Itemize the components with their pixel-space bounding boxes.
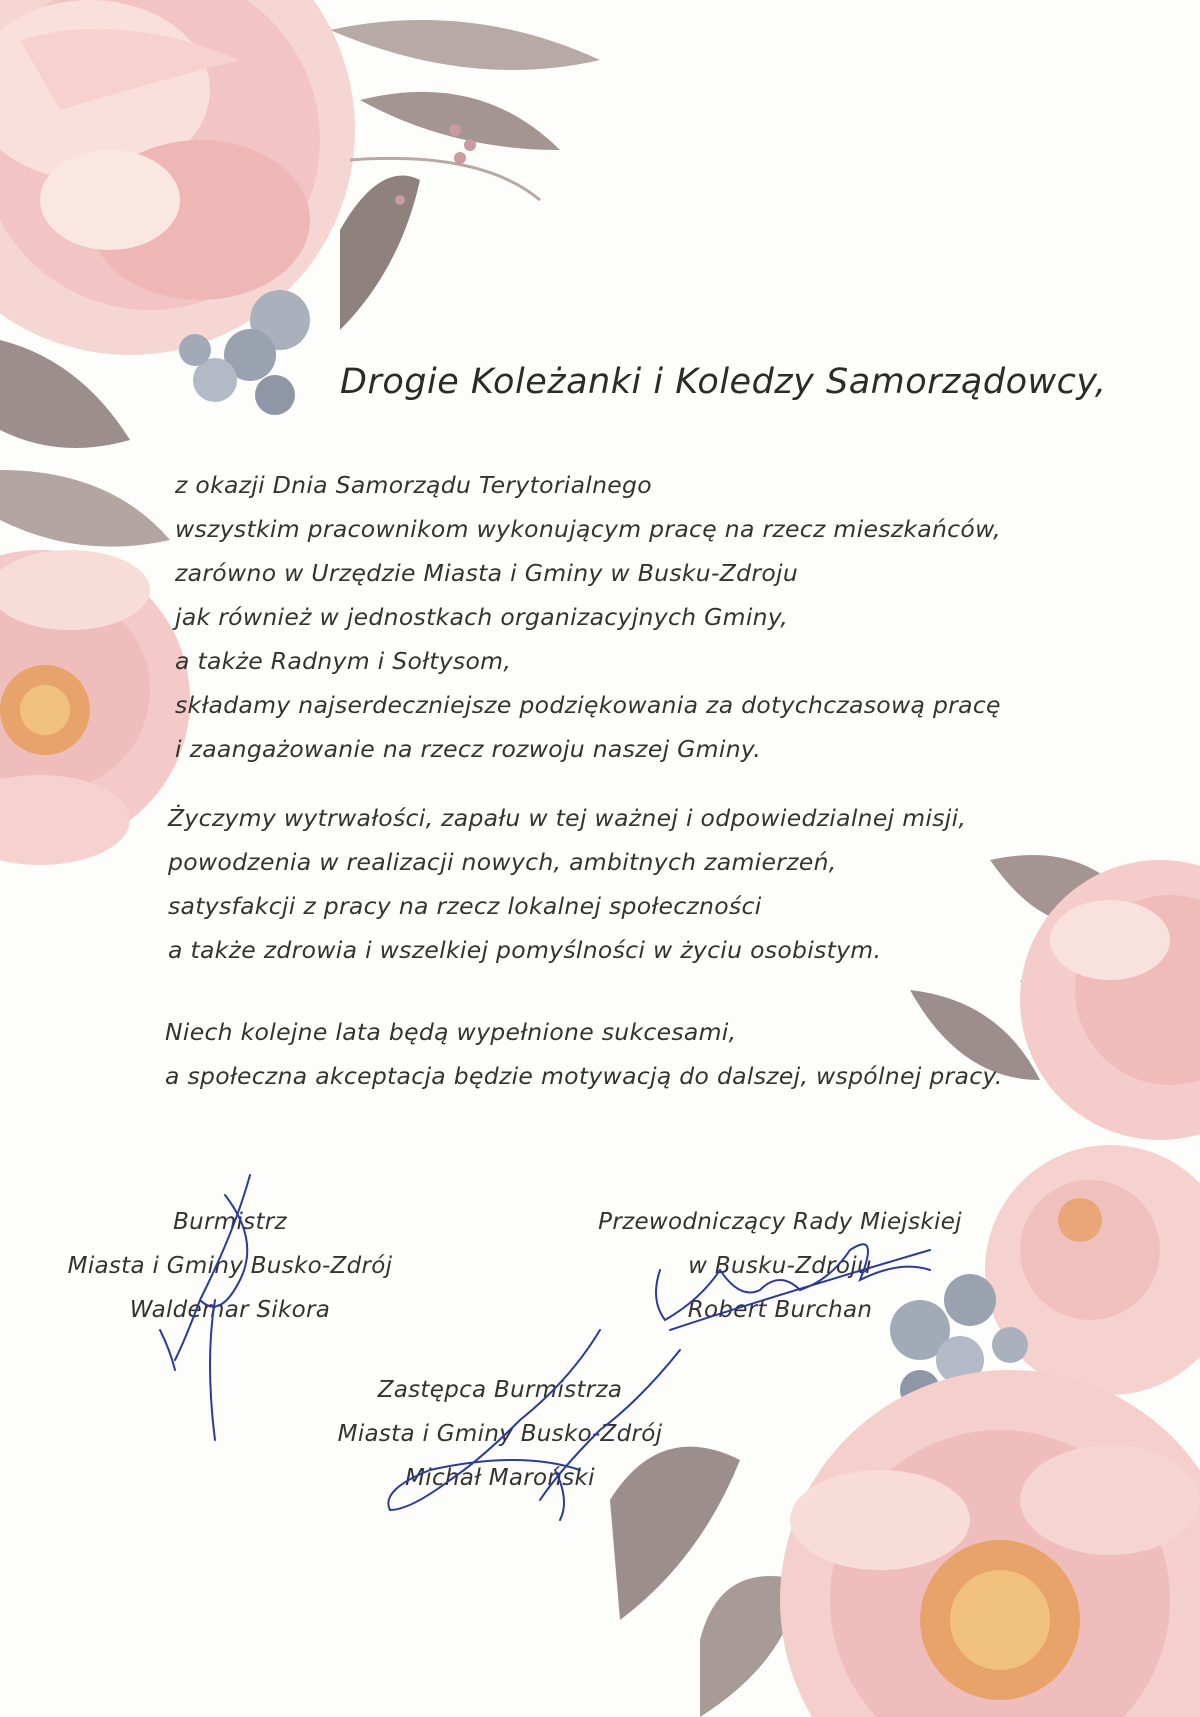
paragraph-wishes — [168, 796, 966, 972]
text-line: a społeczna akceptacja będzie motywacją do dalszej, wspólnej pracy. — [165, 1062, 1003, 1090]
text-line: wszystkim pracownikom wykonującym pracę na rzecz mieszkańców, — [175, 515, 1001, 543]
text-line: jak również w jednostkach organizacyjnych Gminy, — [175, 603, 789, 631]
signatory-office: Miasta i Gminy Busko-Zdrój — [337, 1421, 663, 1447]
text-line: a także zdrowia i wszelkiej pomyślności w życiu osobistym. — [168, 936, 882, 964]
signature-block-mayor — [20, 1200, 440, 1332]
text-line: z okazji Dnia Samorządu Terytorialnego — [175, 471, 652, 499]
signature-block-deputy-mayor — [290, 1368, 710, 1500]
signatory-name: Michał Maroński — [405, 1465, 595, 1491]
text-line: satysfakcji z pracy na rzecz lokalnej społeczności — [168, 892, 762, 920]
signatory-title: Burmistrz — [173, 1209, 287, 1235]
text-line: składamy najserdeczniejsze podziękowania za dotychczasową pracę — [175, 691, 1001, 719]
text-line: zarówno w Urzędzie Miasta i Gminy w Busku-Zdroju — [175, 559, 799, 587]
signatory-office: w Busku-Zdroju — [688, 1253, 872, 1279]
text-line: Życzymy wytrwałości, zapału w tej ważnej i odpowiedzialnej misji, — [168, 804, 967, 832]
text-line: i zaangażowanie na rzecz rozwoju naszej Gminy. — [175, 735, 762, 763]
text-line: powodzenia w realizacji nowych, ambitnych zamierzeń, — [168, 848, 837, 876]
signatory-title: Przewodniczący Rady Miejskiej — [598, 1209, 962, 1235]
signatory-name: Robert Burchan — [687, 1297, 873, 1323]
signatory-title: Zastępca Burmistrza — [377, 1377, 623, 1403]
signature-block-council-chair — [555, 1200, 1005, 1332]
paragraph-closing — [165, 1010, 1003, 1098]
text-line: Niech kolejne lata będą wypełnione sukcesami, — [165, 1018, 737, 1046]
letter-greeting: Drogie Koleżanki i Koledzy Samorządowcy, — [340, 362, 1107, 402]
signatory-office: Miasta i Gminy Busko-Zdrój — [67, 1253, 393, 1279]
paragraph-thanks — [175, 463, 1001, 771]
signatory-name: Waldemar Sikora — [129, 1297, 331, 1323]
text-line: a także Radnym i Sołtysom, — [175, 647, 512, 675]
